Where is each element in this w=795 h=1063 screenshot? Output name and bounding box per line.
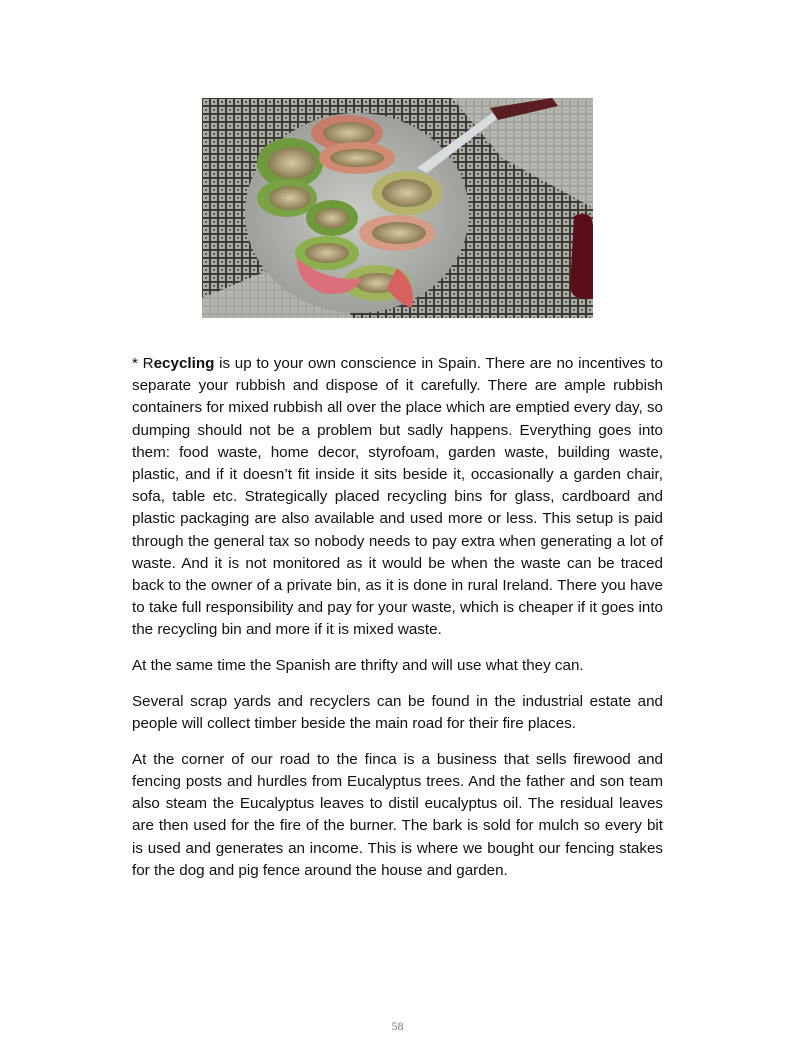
paragraph-thrifty: At the same time the Spanish are thrifty and will use what they can. [132, 657, 584, 675]
paragraph-scrap-yards: Several scrap yards and recyclers can be found in the industrial estate and people will collect timber beside the main road for their fire places. [132, 692, 663, 733]
paragraph-lead: * R [132, 355, 154, 372]
body-text [132, 353, 663, 895]
page-number: 58 [391, 1019, 404, 1033]
bold-word-recycling: ecycling [153, 355, 215, 372]
paragraph-recycling [132, 353, 663, 642]
prickly-pears-image [202, 98, 593, 318]
paragraph-eucalyptus: At the corner of our road to the finca is a business that sells firewood and fencing posts and hurdles from Eucalyptus trees. And the father and son team also steam the Eucalyptus leaves to distil eucalyptus oil. The residual leaves are then used for the fire of the burner. The bark is sold for mulch so every bit is used and generates an income. This is where we bought our fencing stakes for the dog and pig fence around the house and garden. [132, 750, 663, 879]
photo-prickly-pears [202, 98, 593, 318]
paragraph-text: is up to your own conscience in Spain. There are no incentives to separate your rubbish and dispose of it carefully. There are ample rubbish containers for mixed rubbish all over the place which are emptied every day, so dumping should not be a problem but sadly happens. Everything goes into them: food waste, home decor, styrofoam, garden waste, building waste, plastic, and if it doesn’t fit inside it sits beside it, occasionally a garden chair, sofa, table etc. Strategically placed recycling bins for glass, cardboard and plastic packaging are also available and used more or less. This setup is paid through the general tax so nobody needs to pay extra when generating a lot of waste. And it is not monitored as it would be when the waste can be traced back to the owner of a private bin, as it is done in rural Ireland. There you have to take full responsibility and pay for your waste, which is cheaper if it goes into the recycling bin and more if it is mixed waste. [132, 355, 663, 639]
